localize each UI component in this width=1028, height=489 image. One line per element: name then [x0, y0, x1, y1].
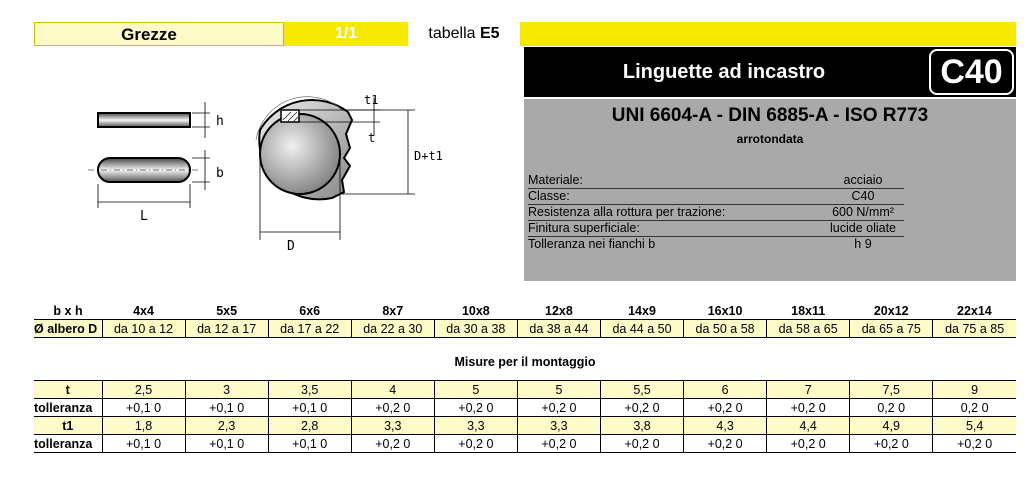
value-cell: 3,5: [268, 381, 351, 399]
value-cell: +0,2 0: [684, 399, 767, 417]
table-row: [34, 399, 1016, 417]
value-cell: +0,1 0: [185, 435, 268, 453]
dim-label-h: h: [216, 114, 224, 129]
property-value: C40: [851, 189, 875, 203]
value-cell: 5,5: [600, 381, 683, 399]
value-cell: +0,1 0: [102, 435, 185, 453]
value-cell: +0,1 0: [268, 435, 351, 453]
value-cell: +0,1 0: [185, 399, 268, 417]
material-code-badge: C40: [929, 49, 1014, 95]
value-cell: +0,2 0: [850, 435, 933, 453]
shaft-cell: da 65 a 75: [850, 320, 933, 338]
standard-subtitle: arrotondata: [736, 132, 804, 146]
shaft-cell: da 58 a 65: [767, 320, 850, 338]
value-cell: 3,3: [351, 417, 434, 435]
value-cell: 2,3: [185, 417, 268, 435]
value-cell: +0,2 0: [600, 399, 683, 417]
value-cell: 0,2 0: [933, 399, 1016, 417]
value-cell: 1,8: [102, 417, 185, 435]
value-cell: 4: [351, 381, 434, 399]
value-cell: +0,2 0: [767, 399, 850, 417]
property-label: Finitura superficiale:: [528, 221, 640, 235]
shaft-cell: da 22 a 30: [351, 320, 434, 338]
size-cell: 18x11: [767, 302, 850, 320]
property-value: acciaio: [843, 173, 883, 187]
row-label: tolleranza: [34, 399, 102, 417]
property-label: Resistenza alla rottura per trazione:: [528, 205, 726, 219]
value-cell: 3,3: [434, 417, 517, 435]
value-cell: +0,2 0: [933, 435, 1016, 453]
table-reference: [408, 22, 520, 46]
table-code: E5: [480, 25, 500, 42]
size-label: b x h: [34, 302, 102, 320]
value-cell: +0,2 0: [684, 435, 767, 453]
property-value: h 9: [854, 237, 872, 251]
value-cell: 4,9: [850, 417, 933, 435]
size-cell: 4x4: [102, 302, 185, 320]
header-strip: [34, 22, 1016, 46]
value-cell: +0,1 0: [102, 399, 185, 417]
key-side-view: [98, 113, 190, 127]
value-cell: +0,2 0: [351, 399, 434, 417]
value-cell: +0,2 0: [517, 435, 600, 453]
table-row: [34, 417, 1016, 435]
size-cell: 14x9: [600, 302, 683, 320]
value-cell: +0,2 0: [434, 435, 517, 453]
table-prefix: tabella: [428, 25, 480, 42]
size-cell: 20x12: [850, 302, 933, 320]
section-row: [34, 352, 1016, 372]
value-cell: 5,4: [933, 417, 1016, 435]
key-drawing: [80, 80, 460, 260]
shaft-cell: da 75 a 85: [933, 320, 1016, 338]
property-label: Tolleranza nei fianchi b: [528, 237, 656, 251]
shaft-label: Ø albero D: [34, 320, 102, 338]
value-cell: +0,2 0: [434, 399, 517, 417]
table-row: [34, 381, 1016, 399]
property-row: [528, 173, 904, 189]
value-cell: 9: [933, 381, 1016, 399]
property-row: [528, 189, 904, 205]
size-cell: 16x10: [684, 302, 767, 320]
property-label: Materiale:: [528, 173, 583, 187]
value-cell: 2,5: [102, 381, 185, 399]
dim-label-d-plus-t1: D+t1: [414, 149, 443, 163]
value-cell: 2,8: [268, 417, 351, 435]
page-indicator: 1/1: [284, 22, 408, 46]
size-cell: 8x7: [351, 302, 434, 320]
size-row: [34, 302, 1016, 320]
shaft-cell: da 12 a 17: [185, 320, 268, 338]
value-cell: 3: [185, 381, 268, 399]
value-cell: 3,3: [517, 417, 600, 435]
value-cell: 4,4: [767, 417, 850, 435]
value-cell: 6: [684, 381, 767, 399]
row-label: t1: [34, 417, 102, 435]
title-bar: [524, 47, 1016, 97]
shaft-cell: da 17 a 22: [268, 320, 351, 338]
dim-label-t1: t1: [364, 93, 379, 107]
size-cell: 6x6: [268, 302, 351, 320]
size-cell: 22x14: [933, 302, 1016, 320]
dim-label-t: t: [368, 131, 376, 145]
shaft-cell: da 30 a 38: [434, 320, 517, 338]
dim-label-l: L: [140, 209, 148, 224]
dimensions-table: [34, 302, 1016, 453]
size-cell: 5x5: [185, 302, 268, 320]
size-cell: 10x8: [434, 302, 517, 320]
table-row: [34, 435, 1016, 453]
dim-label-b: b: [216, 166, 224, 181]
property-row: [528, 205, 904, 221]
shaft-cell: da 44 a 50: [600, 320, 683, 338]
shaft-row: [34, 320, 1016, 338]
category-label: Grezze: [34, 22, 284, 46]
property-row: [528, 237, 904, 252]
spec-panel: [524, 99, 1016, 281]
value-cell: +0,2 0: [767, 435, 850, 453]
keyway: [281, 110, 299, 122]
value-cell: 3,8: [600, 417, 683, 435]
shaft-cell: da 50 a 58: [684, 320, 767, 338]
shaft-cell: da 10 a 12: [102, 320, 185, 338]
value-cell: 7,5: [850, 381, 933, 399]
section-title: Misure per il montaggio: [454, 355, 596, 369]
property-label: Classe:: [528, 189, 570, 203]
property-row: [528, 221, 904, 237]
row-label: t: [34, 381, 102, 399]
value-cell: 5: [517, 381, 600, 399]
value-cell: +0,2 0: [351, 435, 434, 453]
property-value: lucide oliate: [829, 221, 896, 235]
standard-title: UNI 6604-A - DIN 6885-A - ISO R773: [611, 105, 929, 126]
row-label: tolleranza: [34, 435, 102, 453]
property-value: 600 N/mm²: [832, 205, 894, 219]
shaft-section: [260, 114, 340, 194]
value-cell: 7: [767, 381, 850, 399]
dim-label-d: D: [287, 239, 295, 254]
shaft-cell: da 38 a 44: [517, 320, 600, 338]
value-cell: 4,3: [684, 417, 767, 435]
value-cell: +0,2 0: [517, 399, 600, 417]
size-cell: 12x8: [517, 302, 600, 320]
value-cell: +0,2 0: [600, 435, 683, 453]
value-cell: 5: [434, 381, 517, 399]
value-cell: +0,1 0: [268, 399, 351, 417]
product-title: Linguette ad incastro: [622, 61, 826, 83]
header-fill: [520, 22, 1016, 46]
value-cell: 0,2 0: [850, 399, 933, 417]
